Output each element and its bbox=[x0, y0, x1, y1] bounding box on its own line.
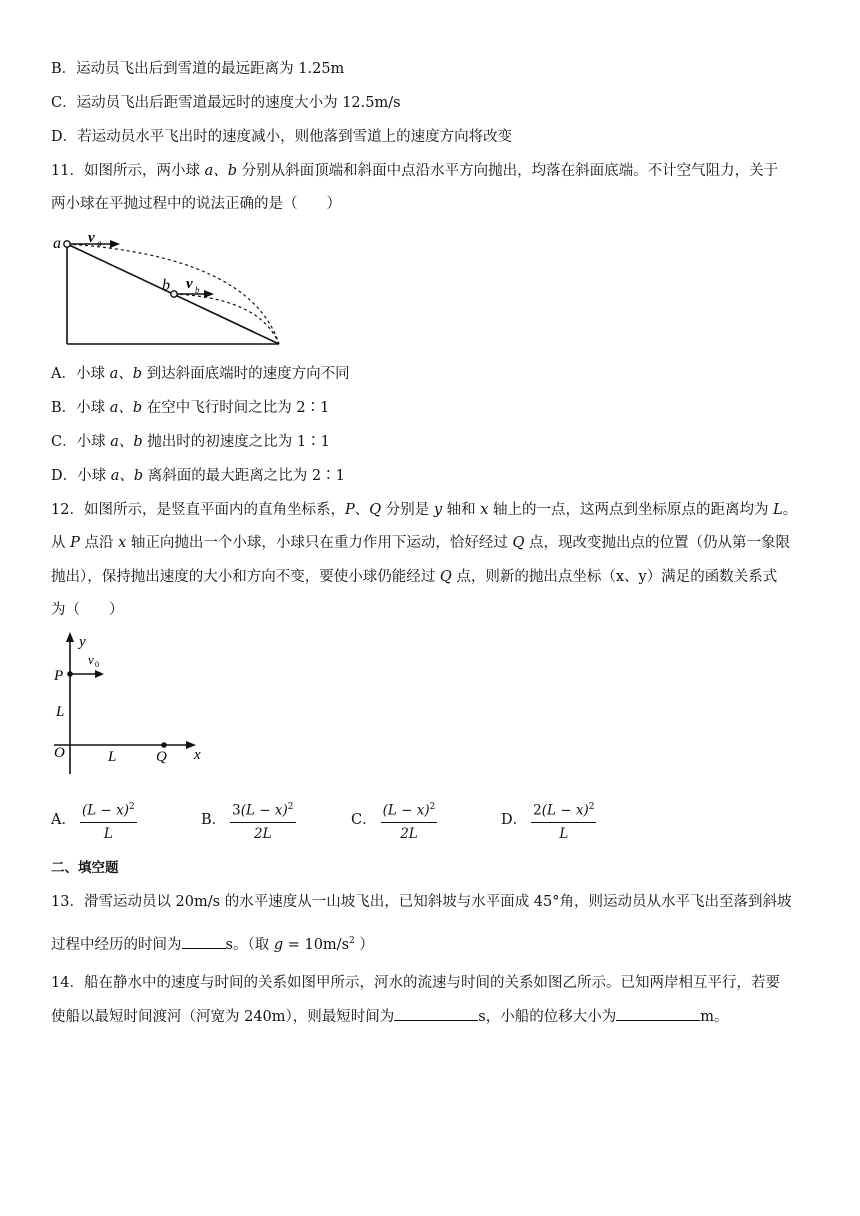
q14-stem-line2: 使船以最短时间渡河（河宽为 240m），则最短时间为 s，小船的位移大小为 m。 bbox=[51, 1006, 729, 1027]
q14-displacement-blank[interactable] bbox=[616, 1006, 700, 1021]
q11-stem-line2: 两小球在平抛过程中的说法正确的是（ ） bbox=[51, 196, 341, 212]
q12-stem-line2: 从 P 点沿 x 轴正向抛出一个小球，小球只在重力作用下运动，恰好经过 Q 点，现改变抛出点的位置（仍从第一象限 bbox=[51, 535, 790, 551]
label-p: P bbox=[54, 668, 64, 684]
ball-a bbox=[64, 241, 70, 247]
q12-option-a: A． $\frac{(L - x)^2}{L}$ bbox=[51, 798, 137, 843]
q10-option-d: D．若运动员水平飞出时的速度减小，则他落到雪道上的速度方向将改变 bbox=[51, 129, 513, 145]
q12-stem-line1: 12．如图所示，是竖直平面内的直角坐标系，P、Q 分别是 y 轴和 x 轴上的一点，这两点到坐标原点的距离均为 L。 bbox=[51, 502, 798, 518]
q12-option-c: C． $\frac{(L - x)^2}{2L}$ bbox=[351, 798, 437, 843]
label-b: b bbox=[162, 277, 170, 294]
label-va: v bbox=[88, 230, 95, 246]
q14-time-blank[interactable] bbox=[394, 1006, 478, 1021]
q11-incline-figure bbox=[50, 226, 290, 352]
label-v0: v bbox=[88, 652, 94, 667]
q13-stem-line1: 13．滑雪运动员以 20m/s 的水平速度从一山坡飞出，已知斜坡与水平面成 45°角，则运动员从水平飞出至落到斜坡 bbox=[51, 894, 792, 910]
q11-option-c: C．小球 a、b 抛出时的初速度之比为 1∶1 bbox=[51, 434, 330, 450]
q12-option-d: D． $\frac{2(L - x)^2}{L}$ bbox=[501, 798, 596, 843]
label-v0-sub: 0 bbox=[95, 660, 99, 669]
q13-answer-blank[interactable] bbox=[182, 934, 226, 949]
section-title-fill-in: 二、填空题 bbox=[51, 860, 119, 876]
q11-stem-line1: 11．如图所示，两小球 a、b 分别从斜面顶端和斜面中点沿水平方向抛出，均落在斜面底端。不计空气阻力，关于 bbox=[51, 163, 779, 179]
q12-stem-line4: 为（ ） bbox=[51, 602, 124, 618]
ball-b bbox=[171, 291, 177, 297]
label-q: Q bbox=[156, 749, 167, 765]
label-y: y bbox=[79, 634, 86, 650]
label-x: x bbox=[194, 747, 201, 763]
label-va-sub: a bbox=[97, 238, 102, 248]
q10-option-b: B．运动员飞出后到雪道的最远距离为 1.25m bbox=[51, 61, 345, 77]
q11-option-d: D．小球 a、b 离斜面的最大距离之比为 2∶1 bbox=[51, 468, 345, 484]
label-a: a bbox=[53, 235, 61, 252]
q11-option-a: A．小球 a、b 到达斜面底端时的速度方向不同 bbox=[51, 366, 350, 382]
q10-option-c: C．运动员飞出后距雪道最远时的速度大小为 12.5m/s bbox=[51, 95, 401, 111]
label-vb-sub: b bbox=[195, 285, 200, 295]
q13-stem-line2: 过程中经历的时间为 s。（取 $g = 10m/s^2$ ） bbox=[51, 931, 374, 955]
label-vb: v bbox=[186, 276, 193, 292]
q12-stem-line3: 抛出），保持抛出速度的大小和方向不变，要使小球仍能经过 Q 点，则新的抛出点坐标（x、y）满足的函数关系式 bbox=[51, 569, 778, 585]
point-p bbox=[67, 671, 73, 677]
q11-option-b: B．小球 a、b 在空中飞行时间之比为 2∶1 bbox=[51, 400, 330, 416]
label-l-left: L bbox=[56, 704, 65, 720]
q12-coordinate-figure bbox=[50, 628, 220, 778]
point-q bbox=[161, 742, 167, 748]
q12-option-b: B． $\frac{3(L - x)^2}{2L}$ bbox=[201, 798, 296, 843]
label-l-bottom: L bbox=[108, 749, 117, 765]
label-o: O bbox=[54, 745, 65, 761]
q14-stem-line1: 14．船在静水中的速度与时间的关系如图甲所示，河水的流速与时间的关系如图乙所示。已知两岸相互平行，若要 bbox=[51, 975, 780, 991]
